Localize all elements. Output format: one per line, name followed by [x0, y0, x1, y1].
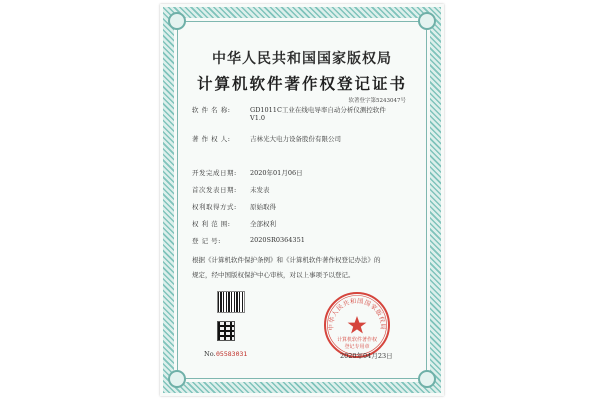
certificate-title: 计算机软件著作权登记证书	[196, 74, 407, 93]
publication-date-value: 未发表	[250, 186, 270, 194]
corner-ornament	[418, 370, 436, 388]
rights-scope-value: 全部权利	[250, 220, 276, 228]
completion-date-label: 开发完成日期:	[192, 169, 237, 177]
acquisition-method-value: 原始取得	[250, 203, 276, 211]
statement-line-2: 规定，经中国版权保护中心审核，对以上事项予以登记。	[192, 271, 355, 279]
seal-center-text-1: 计算机软件著作权	[336, 337, 378, 343]
publication-date-label: 首次发表日期:	[192, 186, 237, 194]
corner-ornament	[168, 370, 186, 388]
acquisition-method-label: 权利取得方式:	[192, 203, 237, 211]
barcode	[217, 291, 245, 313]
seal-center-text-2: 登记专用章	[344, 344, 370, 350]
registration-no-value: 2020SR0364351	[250, 236, 305, 244]
rights-scope-label: 权 利 范 围:	[192, 220, 231, 228]
official-seal	[323, 291, 391, 359]
serial-number: 05583031	[216, 350, 248, 358]
serial-label: No.	[204, 350, 216, 358]
corner-ornament	[168, 12, 186, 30]
statement-line-1: 根据《计算机软件保护条例》和《计算机软件著作权登记办法》的	[192, 256, 381, 264]
registration-number: 软著登字第5243047号	[348, 98, 406, 104]
software-name-label: 软 件 名 称:	[192, 106, 231, 114]
completion-date-value: 2020年01月06日	[250, 169, 303, 177]
issue-date: 2020年04月23日	[340, 352, 393, 360]
software-version-value: V1.0	[250, 114, 266, 122]
qr-code	[217, 321, 235, 341]
corner-ornament	[418, 12, 436, 30]
certificate	[160, 4, 444, 396]
copyright-owner-value: 吉林光大电力设备股份有限公司	[250, 135, 341, 143]
copyright-owner-label: 著 作 权 人:	[192, 135, 231, 143]
software-name-value: GD1011C工业在线电导率自动分析仪测控软件	[250, 106, 386, 114]
seal-star-icon	[348, 316, 367, 334]
registration-no-label: 登 记 号:	[192, 237, 221, 245]
issuing-agency: 中华人民共和国国家版权局	[212, 51, 392, 67]
seal-ring-text: 中华人民共和国国家版权局	[327, 297, 387, 331]
